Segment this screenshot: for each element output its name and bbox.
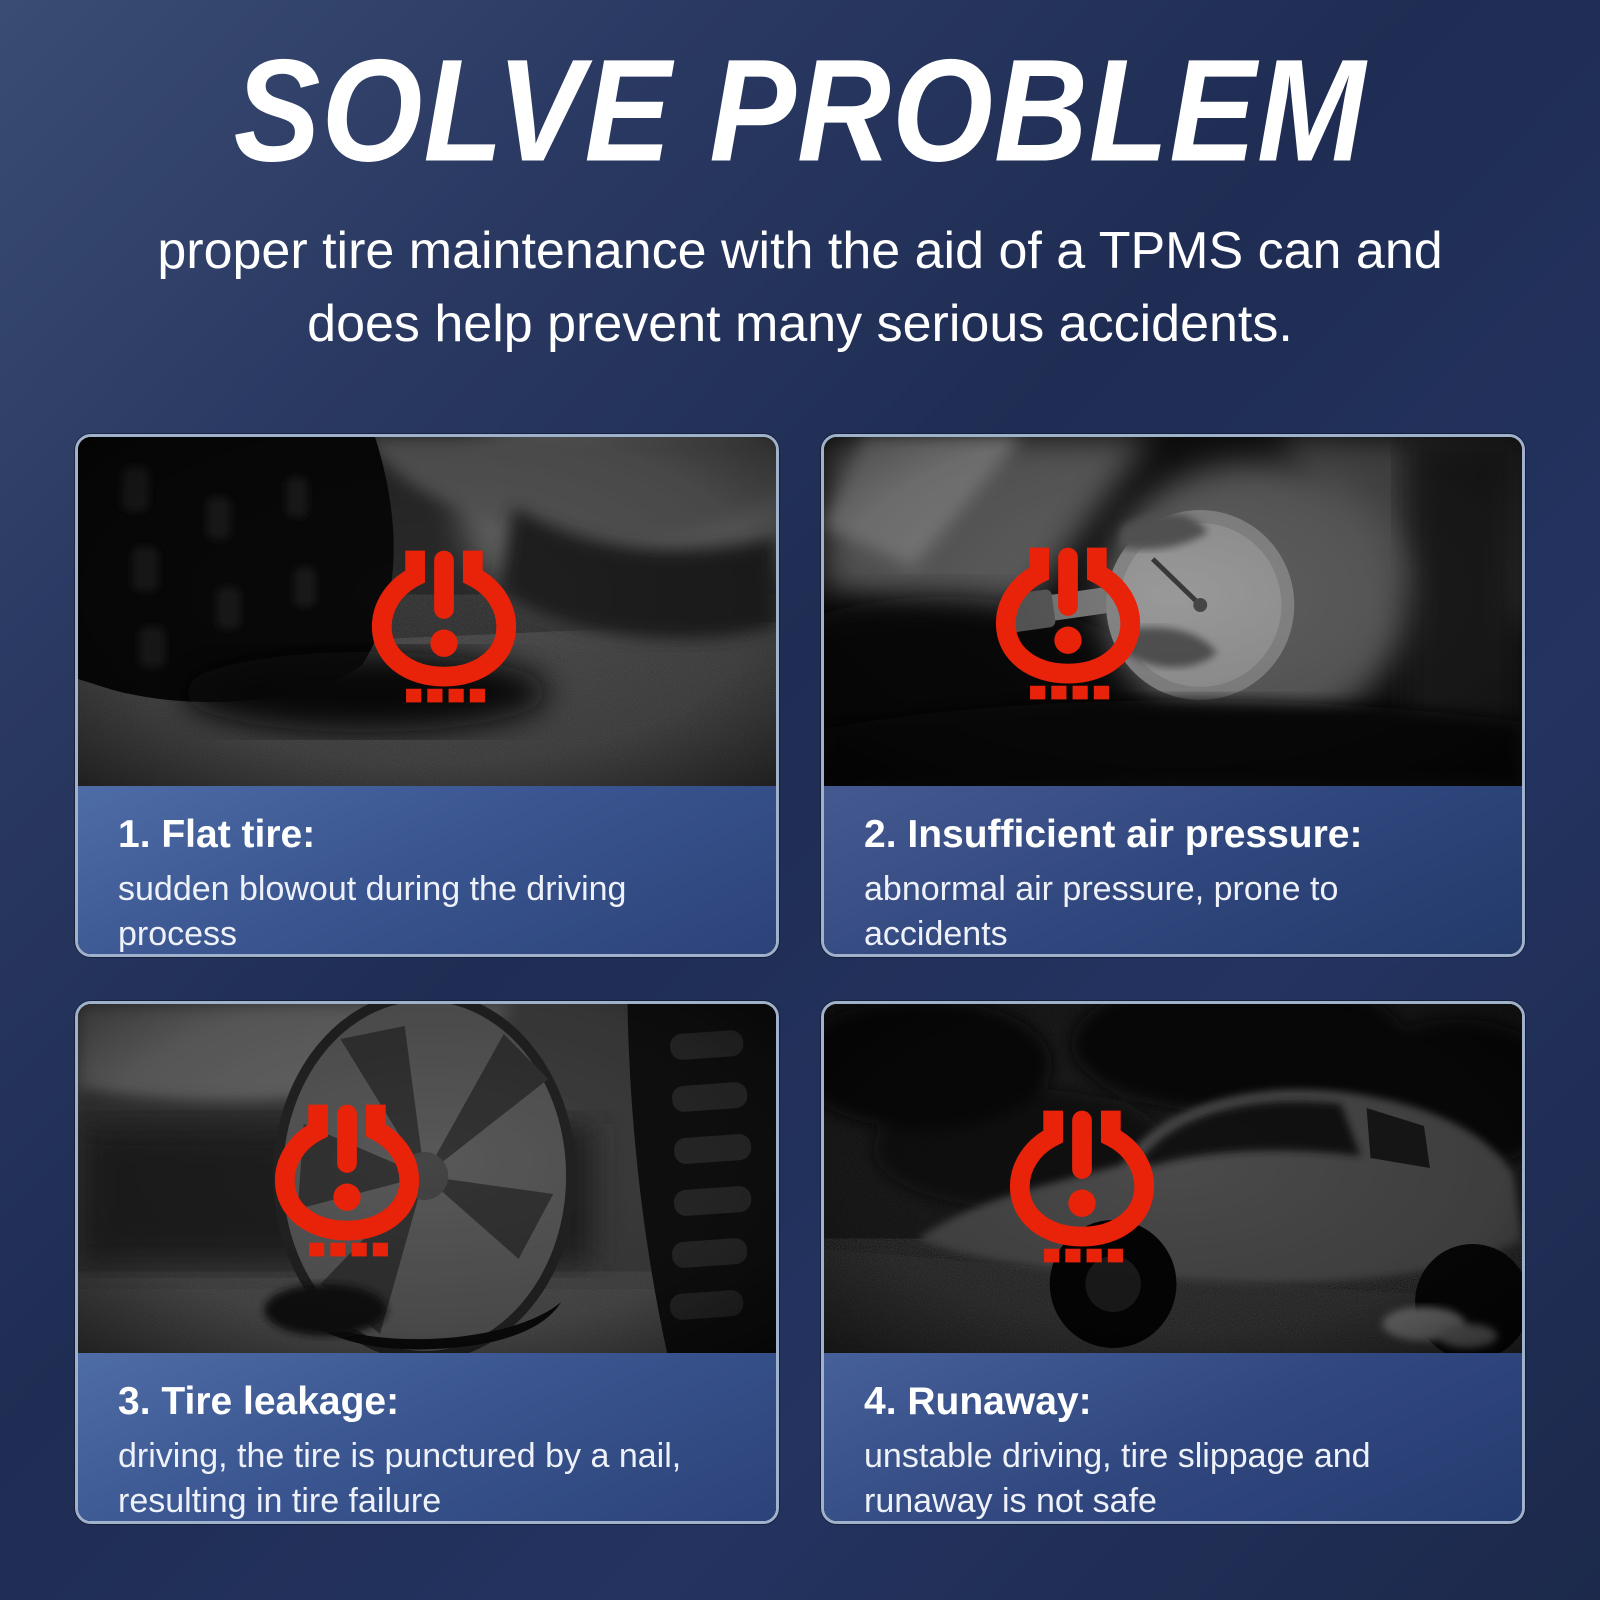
panel-insufficient-air-pressure [821, 434, 1525, 957]
panel-tire-leakage [75, 1001, 779, 1524]
panel-caption [78, 786, 776, 957]
runaway-photo-art [824, 1004, 1522, 1353]
panel-heading: 1. Flat tire: [118, 813, 316, 856]
panel-heading: 2. Insufficient air pressure: [864, 813, 1363, 856]
runaway-crashed-car-photo [824, 1004, 1522, 1353]
panel-description: abnormal air pressure, prone to accidents [864, 869, 1339, 953]
panel-description: unstable driving, tire slippage and runaway is not safe [864, 1436, 1371, 1520]
problem-grid [75, 434, 1525, 1524]
flat-tire-on-rim-photo [78, 1004, 776, 1353]
panel-caption [824, 1353, 1522, 1524]
header [0, 0, 1600, 362]
panel-heading: 4. Runaway: [864, 1380, 1092, 1423]
tpms-warning-icon [992, 537, 1144, 707]
panel-flat-tire [75, 434, 779, 957]
panel-description: sudden blowout during the driving process [118, 869, 627, 953]
page-subtitle: proper tire maintenance with the aid of a TPMS can and does help prevent many serious accidents. [157, 221, 1443, 354]
pressure-gauge-check-photo [824, 437, 1522, 786]
panel-runaway [821, 1001, 1525, 1524]
flat-tire-closeup-photo [78, 437, 776, 786]
panel-heading: 3. Tire leakage: [118, 1380, 400, 1423]
tpms-warning-icon [368, 540, 520, 710]
panel-caption [824, 786, 1522, 957]
tpms-warning-icon [271, 1094, 423, 1264]
tire-leakage-photo-art [78, 1004, 776, 1353]
panel-description: driving, the tire is punctured by a nail, resulting in tire failure [118, 1436, 682, 1520]
tpms-warning-icon [1006, 1100, 1158, 1270]
panel-caption [78, 1353, 776, 1524]
page-title: SOLVE PROBLEM [233, 28, 1367, 192]
pressure-gauge-photo-art [824, 437, 1522, 786]
